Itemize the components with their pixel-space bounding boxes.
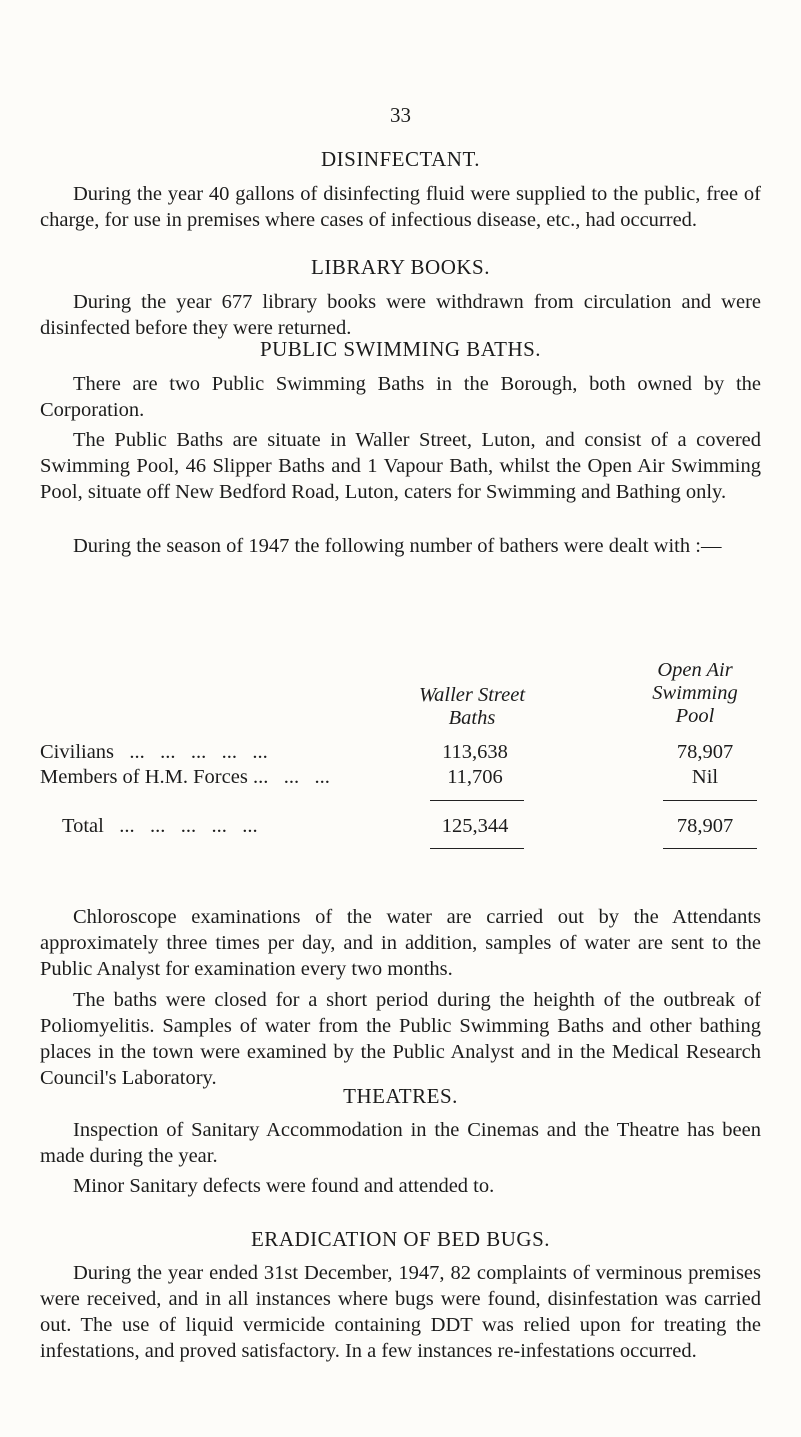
- column-header-waller-street: [402, 684, 542, 730]
- paragraph-swimming-1: There are two Public Swimming Baths in the Borough, both owned by the Corporation.: [40, 372, 761, 421]
- heading-theatres: THEATRES.: [343, 1084, 458, 1108]
- column-header-open-air: [625, 659, 765, 728]
- subtotal-rule-open-air: [663, 800, 757, 801]
- cell-forces-waller: 11,706: [447, 766, 503, 788]
- heading-library-books: LIBRARY BOOKS.: [311, 255, 490, 279]
- heading-bed-bugs: ERADICATION OF BED BUGS.: [250, 1227, 551, 1251]
- page-number: 33: [390, 103, 411, 127]
- paragraph-library-books: During the year 677 library books were withdrawn from circulation and were disinfected before they were returned.: [40, 290, 761, 339]
- row-label-forces: Members of H.M. Forces ... ... ...: [40, 766, 330, 788]
- cell-civilians-waller: 113,638: [442, 741, 508, 763]
- heading-disinfectant: DISINFECTANT.: [320, 147, 480, 171]
- subtotal-rule-waller: [430, 800, 524, 801]
- cell-total-open-air: 78,907: [676, 815, 734, 837]
- paragraph-bed-bugs: During the year ended 31st December, 1947, 82 complaints of verminous premises were received, and in all instances where bugs were found, disinfestation was carried out. The use of liquid vermicide containing DDT was relied upon for treating the infestations, and proved satisfactory. In a few instances re-infestations occurred.: [40, 1261, 761, 1362]
- paragraph-poliomyelitis: The baths were closed for a short period during the heighth of the outbreak of Poliomyelitis. Samples of water from the Public Swimming Baths and other bathing places in the town were examined by the Public Analyst and in the Medical Research Council's Laboratory.: [40, 988, 761, 1089]
- paragraph-theatres-2: Minor Sanitary defects were found and attended to.: [73, 1174, 495, 1197]
- paragraph-theatres-1: Inspection of Sanitary Accommodation in the Cinemas and the Theatre has been made during the year.: [40, 1118, 761, 1167]
- paragraph-disinfectant: During the year 40 gallons of disinfecting fluid were supplied to the public, free of charge, for use in premises where cases of infectious disease, etc., had occurred.: [40, 182, 761, 231]
- column-header-line: Pool: [675, 705, 715, 727]
- bathers-table: [40, 659, 761, 868]
- column-header-line: Waller Street: [418, 684, 526, 706]
- column-header-line: Swimming: [652, 682, 738, 704]
- total-rule-waller: [430, 848, 524, 849]
- paragraph-chloroscope: Chloroscope examinations of the water are carried out by the Attendants approximately three times per day, and in addition, samples of water are sent to the Public Analyst for examination every two months.: [40, 905, 761, 980]
- row-label-civilians: Civilians ... ... ... ... ...: [40, 741, 268, 763]
- row-label-total: Total ... ... ... ... ...: [62, 815, 258, 837]
- cell-forces-open-air: Nil: [691, 766, 719, 788]
- total-rule-open-air: [663, 848, 757, 849]
- column-header-line: Open Air: [657, 659, 733, 681]
- column-header-line: Baths: [448, 707, 496, 729]
- paragraph-swimming-3: During the season of 1947 the following number of bathers were dealt with :—: [73, 534, 722, 557]
- cell-total-waller: 125,344: [441, 815, 509, 837]
- cell-civilians-open-air: 78,907: [676, 741, 734, 763]
- heading-swimming-baths: PUBLIC SWIMMING BATHS.: [259, 337, 542, 361]
- paragraph-swimming-2: The Public Baths are situate in Waller Street, Luton, and consist of a covered Swimming Pool, 46 Slipper Baths and 1 Vapour Bath, whilst the Open Air Swimming Pool, situate off New Bedford Road, Luton, caters for Swimming and Bathing only.: [40, 428, 761, 503]
